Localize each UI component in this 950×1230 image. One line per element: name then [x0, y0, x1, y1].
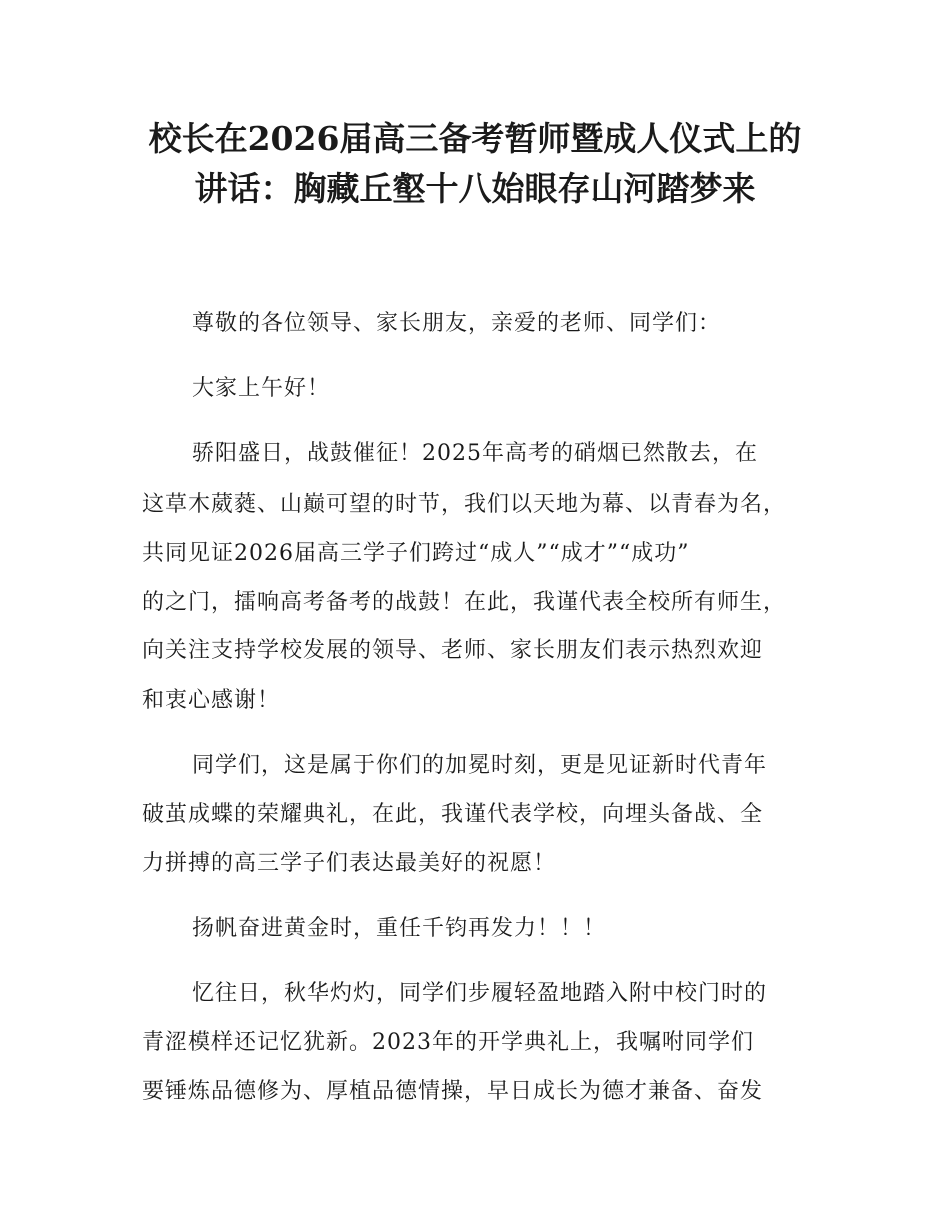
paragraph-1-line-3: 共同见证2026届高三学子们跨过“成人”“成才”“成功” — [142, 541, 690, 566]
document-title-line-1: 校长在2026届高三备考暂师暨成人仪式上的 — [148, 119, 802, 158]
paragraph-1-line-4: 的之门，擂响高考备考的战鼓！在此，我谨代表全校所有师生， — [142, 590, 787, 615]
salutation: 尊敬的各位领导、家长朋友，亲爱的老师、同学们： — [192, 311, 722, 336]
document-title-line-2: 讲话：胸藏丘壑十八始眼存山河踏梦来 — [194, 169, 756, 208]
paragraph-3-line-3: 要锤炼品德修为、厚植品德情操，早日成长为德才兼备、奋发 — [142, 1079, 764, 1104]
paragraph-2-line-3: 力拼搏的高三学子们表达最美好的祝愿！ — [142, 851, 557, 876]
paragraph-2-line-2: 破茧成蝶的荣耀典礼，在此，我谨代表学校，向埋头备战、全 — [142, 802, 764, 827]
slogan-line: 扬帆奋进黄金时，重任千钧再发力！！！ — [192, 916, 607, 941]
paragraph-1-line-1: 骄阳盛日，战鼓催征！2025年高考的硝烟已然散去，在 — [192, 441, 758, 466]
paragraph-1-line-2: 这草木葳蕤、山巅可望的时节，我们以天地为幕、以青春为名， — [142, 492, 787, 517]
paragraph-3-line-1: 忆往日，秋华灼灼，同学们步履轻盈地踏入附中校门时的 — [192, 981, 768, 1006]
paragraph-1-line-6: 和衷心感谢！ — [142, 688, 281, 713]
paragraph-1-line-5: 向关注支持学校发展的领导、老师、家长朋友们表示热烈欢迎 — [142, 638, 764, 663]
greeting: 大家上午好！ — [192, 376, 331, 401]
paragraph-3-line-2: 青涩模样还记忆犹新。2023年的开学典礼上，我嘱咐同学们 — [142, 1030, 754, 1055]
paragraph-2-line-1: 同学们，这是属于你们的加冕时刻，更是见证新时代青年 — [192, 753, 768, 778]
